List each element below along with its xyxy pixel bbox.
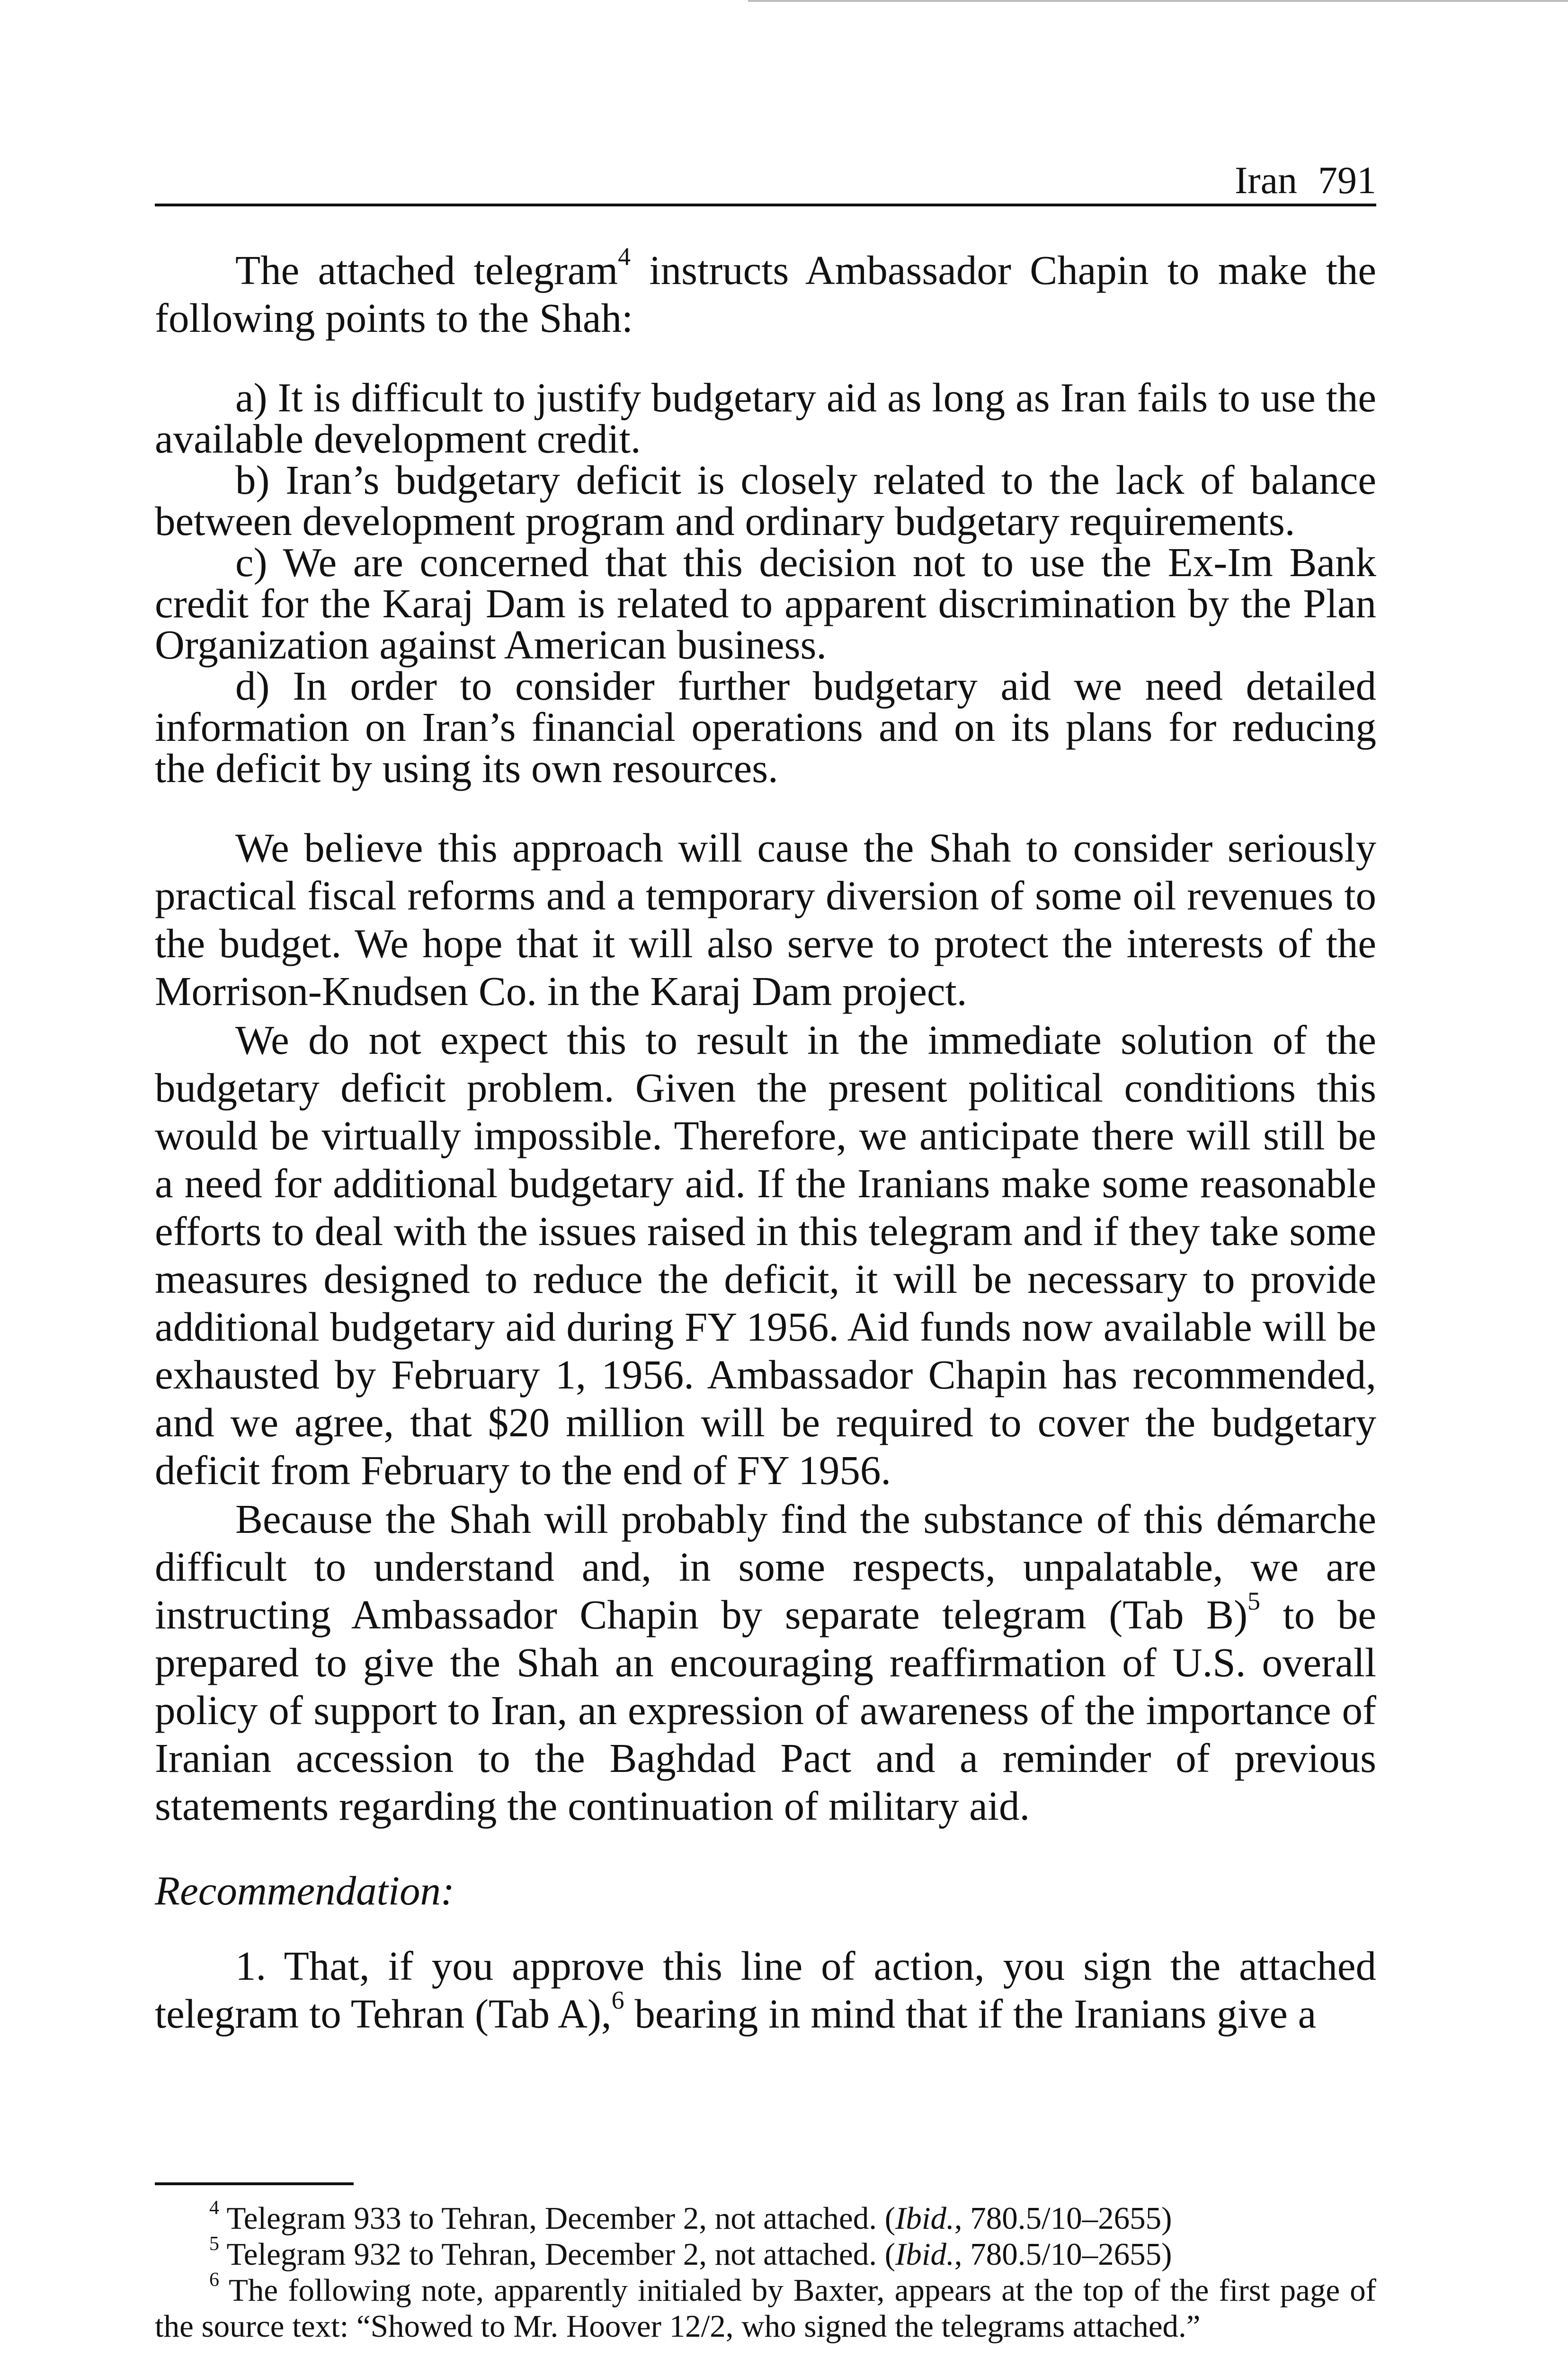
running-head-title: Iran	[1234, 159, 1297, 202]
intro-paragraph	[155, 242, 1376, 342]
demarche-text-cont: to be prepared to give the Shah an encouraging reaffirmation of U.S. overall policy of support to Iran, an expression of awareness of the importance of Iranian accession to the Baghdad Pact and a reminder of previous statements regarding the continuation of military aid.	[155, 1592, 1376, 1829]
intro-text: The attached telegram	[235, 247, 618, 293]
intro-text-cont: instructs Ambassador Chapin to make the following points to the Shah:	[155, 247, 1376, 341]
running-head	[155, 151, 1376, 206]
footnote-ref-4: 4	[618, 242, 631, 271]
footnote-6	[155, 2269, 1376, 2344]
point-c: c) We are concerned that this decision not to use the Ex-Im Bank credit for the Karaj Dam is related to apparent discrimination by the Plan Organization against American business.	[155, 539, 1376, 667]
recommendation-heading: Recommendation:	[155, 1868, 454, 1913]
footnote-text: The following note, apparently initialed by Baxter, appears at the top of the first page of the source text: “Showed to Mr. Hoover 12/2, who signed the telegrams attached.”	[155, 2273, 1376, 2344]
footnote-ibid: Ibid.	[895, 2201, 954, 2236]
footnote-text: Telegram 932 to Tehran, December 2, not attached. (	[226, 2237, 896, 2272]
footnote-divider	[155, 2182, 354, 2185]
footnote-number: 4	[209, 2197, 219, 2219]
point-d: d) In order to consider further budgetary aid we need detailed information on Iran’s financial operations and on its plans for reducing the deficit by using its own resources.	[155, 663, 1376, 791]
footnote-text: Telegram 933 to Tehran, December 2, not attached. (	[226, 2201, 896, 2236]
footnote-4	[155, 2197, 1376, 2236]
footnote-ref-6: 6	[611, 1986, 624, 2014]
footnotes	[155, 2197, 1376, 2344]
footnote-5	[155, 2233, 1376, 2272]
scan-edge-line	[748, 0, 1568, 2]
recommendation-item-1	[155, 1942, 1376, 2038]
footnote-citation: , 780.5/10–2655)	[954, 2237, 1172, 2272]
point-a: a) It is difficult to justify budgetary aid as long as Iran fails to use the available development credit.	[155, 374, 1376, 462]
recommendation-text-cont: bearing in mind that if the Iranians give a	[624, 1991, 1317, 2037]
footnote-citation: , 780.5/10–2655)	[954, 2201, 1172, 2236]
footnote-ref-5: 5	[1247, 1587, 1261, 1615]
approach-paragraph: We believe this approach will cause the Shah to consider seriously practical fiscal reforms and a temporary diversion of some oil revenues to the budget. We hope that it will also serve to protect the interests of the Morrison-Knudsen Co. in the Karaj Dam project.	[155, 825, 1376, 1014]
page-number: 791	[1318, 159, 1376, 202]
recommendation-text: 1. That, if you approve this line of action, you sign the attached telegram to Tehran (Tab A),	[155, 1943, 1376, 2037]
demarche-paragraph	[155, 1495, 1376, 1830]
body-text	[155, 242, 1376, 2038]
point-b: b) Iran’s budgetary deficit is closely related to the lack of balance between development program and ordinary budgetary requirements.	[155, 457, 1376, 544]
footnote-ibid: Ibid.	[895, 2237, 954, 2272]
footnote-number: 6	[209, 2269, 219, 2291]
footnote-number: 5	[209, 2233, 219, 2255]
demarche-text: Because the Shah will probably find the substance of this démarche difficult to understand and, in some respects, unpalatable, we are instructing Ambassador Chapin by separate telegram (Tab B)	[155, 1496, 1376, 1637]
expectation-paragraph: We do not expect this to result in the immediate solution of the budgetary deficit problem. Given the present political conditions this would be virtually impossible. Therefore, we anticipate there will still be a need for additional budgetary aid. If the Iranians make some reasonable efforts to deal with the issues raised in this telegram and if they take some measures designed to reduce the deficit, it will be necessary to provide additional budgetary aid during FY 1956. Aid funds now available will be exhausted by February 1, 1956. Ambassador Chapin has recommended, and we agree, that $20 million will be required to cover the budgetary deficit from February to the end of FY 1956.	[155, 1017, 1376, 1493]
points-list	[155, 374, 1376, 791]
running-head-text	[1235, 161, 1376, 200]
